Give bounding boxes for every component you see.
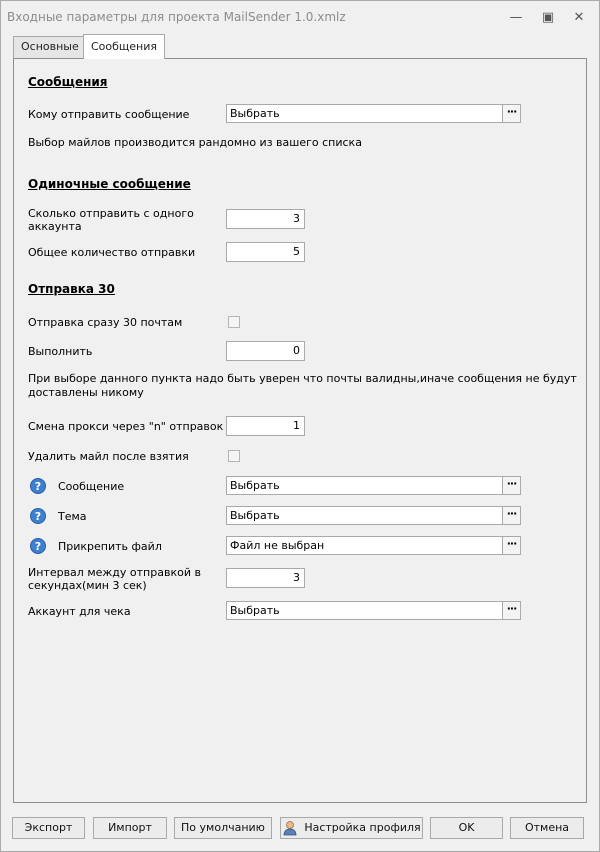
execute-input[interactable]: 0 (226, 341, 305, 361)
help-icon[interactable]: ? (30, 508, 46, 524)
subject-label: Тема (58, 510, 87, 523)
browse-icon[interactable]: ··· (502, 537, 520, 554)
minimize-icon[interactable]: — (509, 10, 523, 25)
recipient-label: Кому отправить сообщение (28, 108, 190, 121)
ok-button[interactable]: OK (430, 817, 503, 839)
proxy-input[interactable]: 1 (226, 416, 305, 436)
send30-label: Отправка сразу 30 почтам (28, 316, 183, 329)
warning-text-line2: доставлены никому (28, 386, 144, 399)
subject-value: Выбрать (230, 509, 280, 522)
warning-text-line1: При выборе данного пункта надо быть уверен что почты валидны,иначе сообщения не будут (28, 372, 577, 385)
per-account-input[interactable]: 3 (226, 209, 305, 229)
profile-settings-button[interactable] (280, 817, 423, 839)
recipient-select[interactable] (226, 104, 521, 123)
messages-panel (13, 58, 587, 803)
interval-input[interactable]: 3 (226, 568, 305, 588)
browse-icon[interactable]: ··· (502, 477, 520, 494)
execute-label: Выполнить (28, 345, 93, 358)
subject-select[interactable] (226, 506, 521, 525)
check-account-label: Аккаунт для чека (28, 605, 131, 618)
send30-checkbox[interactable] (228, 316, 240, 328)
delete-label: Удалить майл после взятия (28, 450, 189, 463)
section-heading-single: Одиночные сообщение (28, 177, 191, 191)
profile-settings-label: Настройка профиля (304, 821, 421, 834)
import-button[interactable]: Импорт (93, 817, 167, 839)
tab-messages[interactable]: Сообщения (83, 34, 165, 59)
check-account-select[interactable] (226, 601, 521, 620)
message-value: Выбрать (230, 479, 280, 492)
attach-value: Файл не выбран (230, 539, 325, 552)
browse-icon[interactable]: ··· (502, 507, 520, 524)
help-icon[interactable]: ? (30, 538, 46, 554)
message-label: Сообщение (58, 480, 125, 493)
attach-label: Прикрепить файл (58, 540, 162, 553)
cancel-button[interactable]: Отмена (510, 817, 584, 839)
default-button[interactable]: По умолчанию (174, 817, 272, 839)
per-account-label-line1: Сколько отправить с одного (28, 207, 194, 220)
proxy-label: Смена прокси через "n" отправок (28, 420, 224, 433)
check-account-value: Выбрать (230, 604, 280, 617)
per-account-label-line2: аккаунта (28, 220, 82, 233)
title-bar (1, 1, 599, 33)
section-heading-send30: Отправка 30 (28, 282, 115, 296)
window-title: Входные параметры для проекта MailSender 1.0.xmlz (7, 10, 346, 24)
close-icon[interactable]: ✕ (573, 10, 585, 25)
help-icon[interactable]: ? (30, 478, 46, 494)
info-text: Выбор майлов производится рандомно из вашего списка (28, 136, 362, 149)
delete-checkbox[interactable] (228, 450, 240, 462)
interval-label-line1: Интервал между отправкой в (28, 566, 201, 579)
export-button[interactable]: Экспорт (12, 817, 85, 839)
section-heading-messages: Сообщения (28, 75, 108, 89)
total-input[interactable]: 5 (226, 242, 305, 262)
message-select[interactable] (226, 476, 521, 495)
recipient-value: Выбрать (230, 107, 280, 120)
restore-icon[interactable]: ▣ (541, 10, 555, 25)
total-label: Общее количество отправки (28, 246, 196, 259)
interval-label-line2: секундах(мин 3 сек) (28, 579, 147, 592)
tab-main[interactable]: Основные (13, 36, 87, 58)
browse-icon[interactable]: ··· (502, 602, 520, 619)
attach-file-select[interactable] (226, 536, 521, 555)
user-profile-icon (282, 820, 298, 836)
browse-icon[interactable]: ··· (502, 105, 520, 122)
